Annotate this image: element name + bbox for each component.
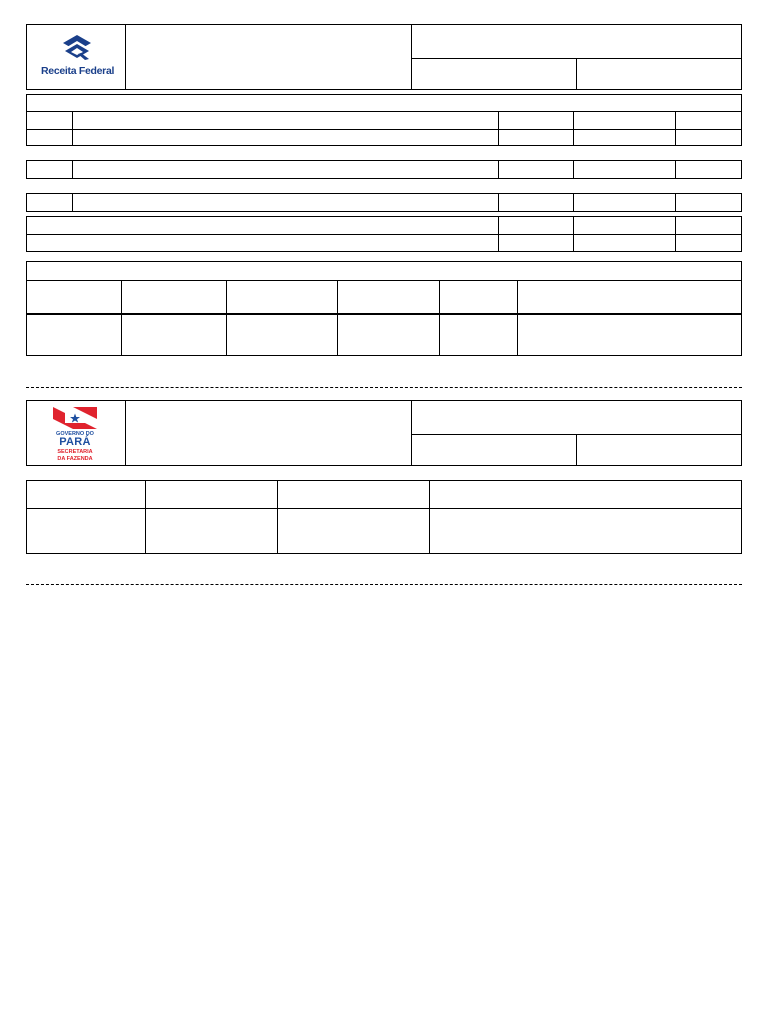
state-authentication-grid (26, 480, 742, 554)
darf-composition-header-row (26, 111, 742, 146)
receita-federal-emblem-icon (57, 33, 97, 63)
para-flag-icon (53, 407, 97, 429)
governo-do-text: GOVERNO DO (56, 431, 94, 437)
da-fazenda-text: DA FAZENDA (57, 456, 93, 462)
receita-federal-wordmark: Receita Federal (41, 65, 115, 77)
cut-line (26, 584, 742, 585)
cut-line (26, 387, 742, 388)
state-header (26, 400, 742, 466)
receita-federal-logo (27, 25, 125, 89)
para-text: PARÁ (59, 436, 91, 448)
secretaria-text: SECRETARIA (57, 449, 93, 455)
darf-header (26, 24, 742, 90)
darf-authentication-grid (26, 280, 742, 356)
governo-para-logo (53, 407, 97, 463)
darf-composition-row (26, 193, 742, 212)
darf-composition-row (26, 160, 742, 179)
darf-authentication-title (26, 261, 742, 281)
darf-composition-title-row (26, 94, 742, 112)
darf-totals-block (26, 216, 742, 252)
